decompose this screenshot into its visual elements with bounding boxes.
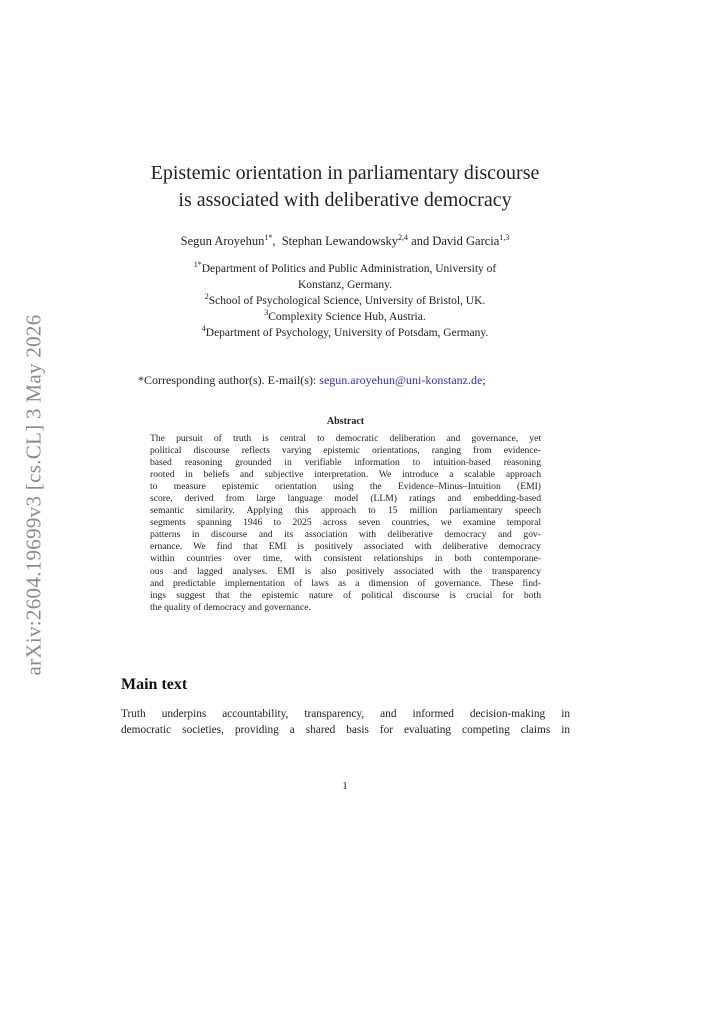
author-affiliation-mark: 2,4 (398, 232, 409, 242)
affiliation-item-continuation: Konstanz, Germany. (297, 279, 393, 291)
page-number: 1 (342, 780, 348, 792)
affiliation-text: Department of Politics and Public Administration, University of (201, 263, 497, 275)
arxiv-identifier-stamp[interactable]: arXiv:2604.19699v3 [cs.CL] 3 May 2026 (21, 314, 46, 676)
abstract-line: based reasoning grounded in verifiable information to intuition-based reasoning (150, 457, 541, 469)
abstract-line: political discourse reflects varying epistemic orientations, ranging from evidence- (150, 445, 541, 457)
abstract-line: score, derived from large language model (LLM) ratings and embedding-based (150, 493, 541, 505)
abstract-line: to measure epistemic orientation using the Evidence–Minus–Intuition (EMI) (150, 481, 541, 493)
section-heading-main-text: Main text (121, 676, 188, 693)
paper-title (120, 160, 570, 214)
author-affiliation-mark: 1,3 (499, 232, 510, 242)
author-separator: and (408, 234, 433, 248)
abstract-line: ernance. We find that EMI is positively associated with deliberative democracy (150, 541, 541, 553)
author-name: Stephan Lewandowsky (281, 234, 399, 248)
paper-title-line-1: Epistemic orientation in parliamentary discourse (150, 162, 540, 184)
abstract-line: patterns in discourse and its association with deliberative democracy and gov- (150, 529, 541, 541)
abstract-line: the quality of democracy and governance. (150, 601, 311, 613)
affiliation-text: Department of Psychology, University of Potsdam, Germany. (205, 327, 489, 339)
abstract-line: The pursuit of truth is central to democratic deliberation and governance, yet (150, 433, 541, 444)
abstract-line: ous and lagged analyses. EMI is also positively associated with the transparency (150, 565, 541, 577)
affiliation-mark: 3 (264, 308, 269, 318)
main-text-line: Truth underpins accountability, transparency, and informed decision-making in (121, 708, 570, 720)
affiliation-item (130, 261, 560, 277)
abstract-line: rooted in beliefs and subjective interpretation. We introduce a scalable approach (150, 469, 541, 481)
abstract-line: semantic similarity. Applying this approach to 15 million parliamentary speech (150, 505, 541, 517)
author-separator: , (272, 234, 282, 248)
corresponding-suffix: ; (482, 373, 486, 387)
main-text-line: democratic societies, providing a shared basis for evaluating competing claims in (121, 724, 570, 736)
paper-title-line-2: is associated with deliberative democracy (178, 189, 512, 211)
main-text-body (121, 706, 570, 738)
affiliations (130, 261, 560, 341)
abstract-line: ings suggest that the epistemic nature of political discourse is crucial for both (150, 589, 541, 601)
author-list (120, 234, 570, 249)
affiliation-text: School of Psychological Science, University of Bristol, UK. (208, 295, 486, 307)
author-affiliation-mark: 1* (264, 232, 273, 242)
author-name: David Garcia (432, 234, 500, 248)
affiliation-mark: 2 (204, 292, 209, 302)
corresponding-author-label: *Corresponding author(s). E-mail(s): (138, 373, 320, 387)
affiliation-mark: 4 (201, 324, 206, 334)
corresponding-email-link[interactable]: segun.aroyehun@uni-konstanz.de (319, 373, 483, 387)
abstract-line: segments spanning 1946 to 2025 across seven countries, we examine temporal (150, 517, 541, 529)
affiliation-item (130, 325, 560, 341)
affiliation-text: Complexity Science Hub, Austria. (268, 311, 426, 323)
affiliation-item (130, 309, 560, 325)
affiliation-mark: 1* (193, 260, 202, 270)
author-name: Segun Aroyehun (180, 234, 265, 248)
affiliation-item (130, 293, 560, 309)
abstract-heading: Abstract (326, 416, 365, 427)
abstract-line: and predictable implementation of laws as a dimension of governance. These find- (150, 577, 541, 589)
abstract-line: within countries over time, with consistent relationships in both contemporane- (150, 553, 541, 565)
abstract-body (150, 433, 541, 614)
corresponding-author-line (138, 373, 486, 388)
